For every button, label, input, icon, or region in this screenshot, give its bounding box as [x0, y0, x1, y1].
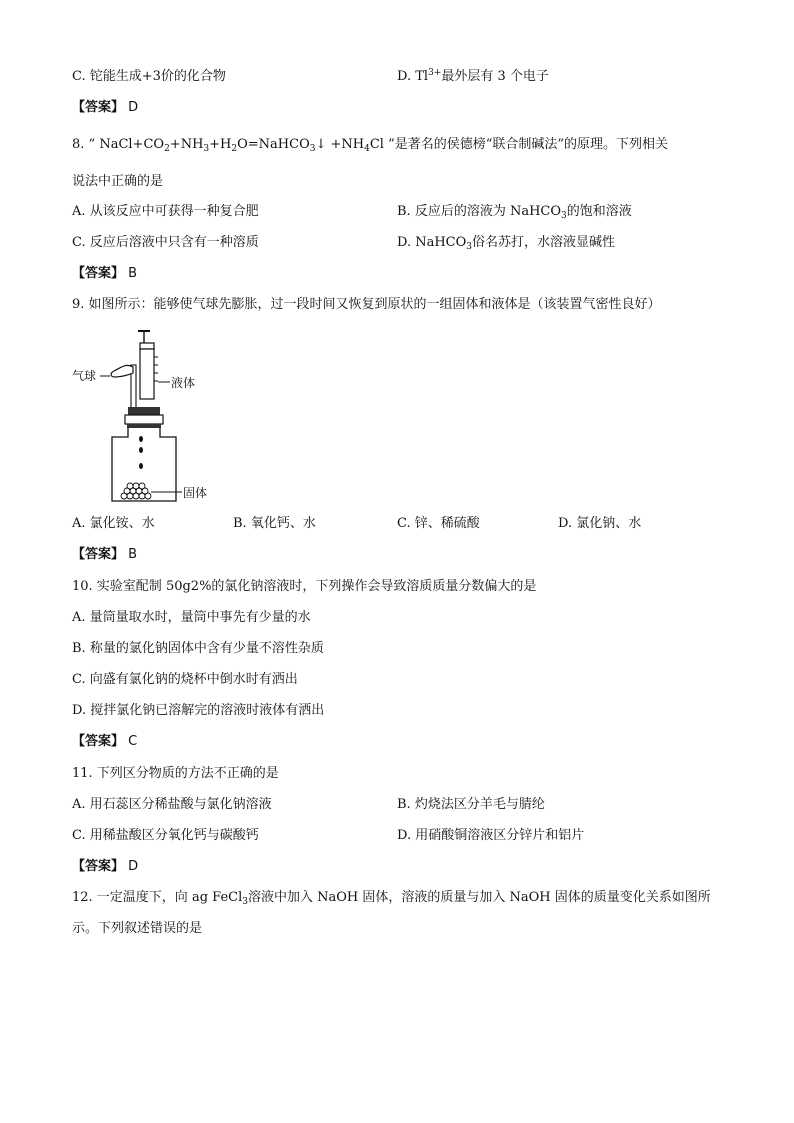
q11-answer — [72, 858, 138, 876]
q9-option-d: D. 氯化钠、水 — [558, 516, 642, 531]
answer-label: 【答案】 — [72, 266, 125, 281]
apparatus-figure — [70, 325, 250, 505]
answer-value: D — [128, 100, 139, 115]
answer-value: C — [128, 734, 138, 749]
answer-value: B — [128, 547, 138, 562]
q12-stem: 12. 一定温度下，向 ag FeCl$_3$溶液中加入 NaOH 固体，溶液的质量与加入 NaOH 固体的质量变化关系如图所 — [72, 890, 711, 907]
answer-label: 【答案】 — [72, 100, 125, 115]
q11-option-c: C. 用稀盐酸区分氧化钙与碳酸钙 — [72, 828, 259, 843]
solid-pile — [121, 483, 151, 499]
q10-stem: 10. 实验室配制 50g2%的氯化钠溶液时，下列操作会导致溶质质量分数偏大的是 — [72, 579, 537, 594]
label-liquid: 液体 — [171, 376, 196, 390]
label-balloon: 气球 — [72, 369, 97, 383]
q8-answer — [72, 265, 137, 283]
q8-stem-line2: 说法中正确的是 — [72, 174, 164, 189]
q7-option-d-prefix: D. Tl — [397, 69, 429, 84]
answer-value: B — [128, 266, 138, 281]
syringe-barrel — [140, 349, 154, 399]
q8-stem — [72, 136, 668, 154]
q10-answer — [72, 733, 137, 751]
q9-answer — [72, 546, 137, 564]
q10-option-a: A. 量筒量取水时，量筒中事先有少量的水 — [72, 610, 311, 625]
q8-option-d: D. NaHCO$_3$俗名苏打，水溶液显碱性 — [397, 235, 616, 252]
q10-option-c: C. 向盛有氯化钠的烧杯中倒水时有洒出 — [72, 672, 298, 687]
label-solid: 固体 — [183, 486, 208, 500]
syringe-plunger-cap — [138, 330, 150, 332]
q8-option-b: B. 反应后的溶液为 NaHCO$_3$的饱和溶液 — [397, 204, 632, 221]
answer-label: 【答案】 — [72, 859, 125, 874]
q10-option-b: B. 称量的氯化钠固体中含有少量不溶性杂质 — [72, 641, 324, 656]
q8-option-c: C. 反应后溶液中只含有一种溶质 — [72, 235, 259, 250]
q9-option-c: C. 锌、稀硫酸 — [397, 516, 480, 531]
answer-label: 【答案】 — [72, 547, 125, 562]
q11-option-d: D. 用硝酸铜溶液区分锌片和铝片 — [397, 828, 585, 843]
answer-label: 【答案】 — [72, 734, 125, 749]
q7-option-d — [397, 68, 549, 86]
q8-number: 8. — [72, 137, 85, 152]
q7-option-d-charge: 3+ — [428, 68, 442, 78]
q12-stem-line2: 示。下列叙述错误的是 — [72, 921, 203, 936]
q9-option-b: B. 氧化钙、水 — [233, 516, 316, 531]
balloon — [111, 365, 133, 377]
q7-answer — [72, 99, 138, 117]
q7-option-c: C. 铊能生成+3价的化合物 — [72, 69, 226, 84]
q10-option-d: D. 搅拌氯化钠已溶解完的溶液时液体有洒出 — [72, 703, 325, 718]
q9-stem: 9. 如图所示：能够使气球先膨胀，过一段时间又恢复到原状的一组固体和液体是（该装置气密性良好） — [72, 297, 661, 312]
answer-value: D — [128, 859, 139, 874]
q8-stem-tail: 是著名的侯德榜“联合制碱法”的原理。下列相关 — [394, 137, 669, 152]
q8-option-a: A. 从该反应中可获得一种复合肥 — [72, 204, 259, 219]
q7-option-d-suffix: 最外层有 3 个电子 — [441, 69, 549, 84]
stopper-top — [128, 407, 160, 415]
q8-equation: “ $NaCl+CO_2+NH_3+H_2O=NaHCO_3↓ +NH_4Cl$ ” — [88, 137, 395, 154]
q11-option-b: B. 灼烧法区分羊毛与腈纶 — [397, 797, 545, 812]
q9-option-a: A. 氯化铵、水 — [72, 516, 155, 531]
q11-option-a: A. 用石蕊区分稀盐酸与氯化钠溶液 — [72, 797, 272, 812]
q11-stem: 11. 下列区分物质的方法不正确的是 — [72, 766, 279, 781]
